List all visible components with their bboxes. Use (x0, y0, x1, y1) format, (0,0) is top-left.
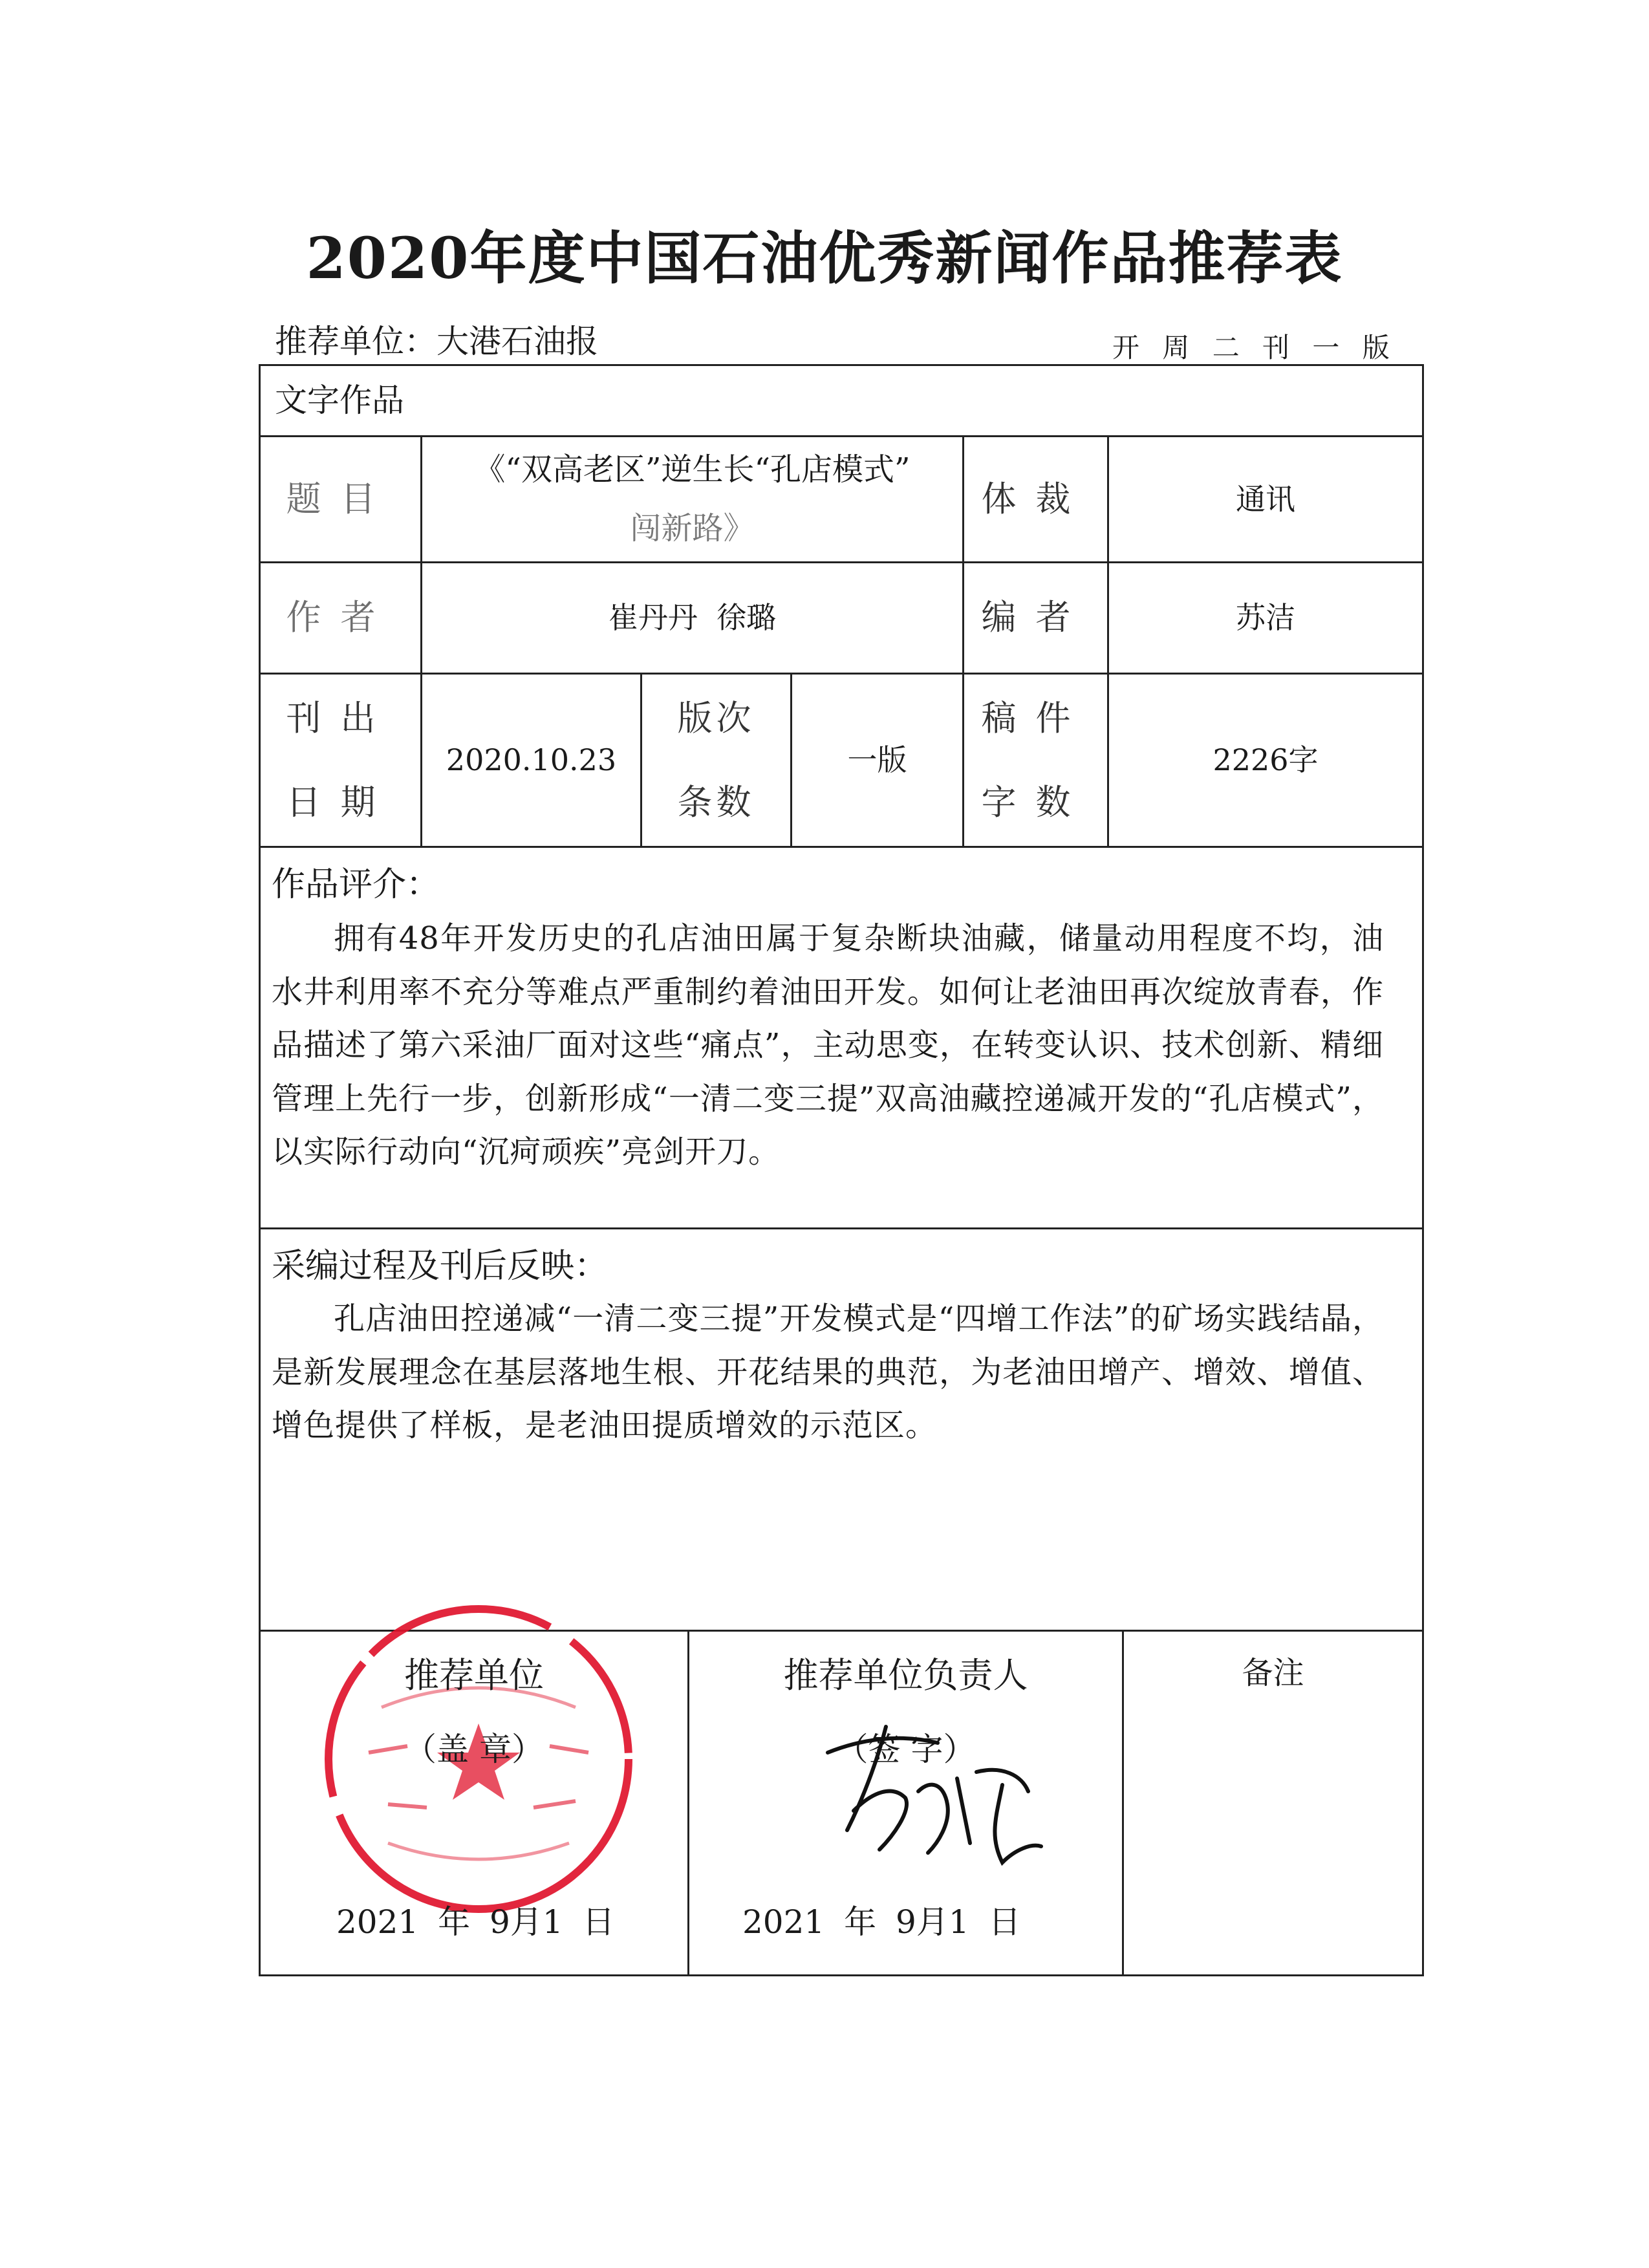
editor-label: 编者 (981, 597, 1090, 638)
head-date: 2021 年 9月1 日 (742, 1903, 1021, 1941)
author-value: 崔丹丹 徐璐 (608, 600, 777, 636)
pub-date-label: 刊出 日期 (286, 697, 395, 823)
title-value (422, 437, 962, 561)
title-label: 题目 (286, 478, 395, 519)
review-heading: 作品评介： (272, 865, 440, 904)
category-cell (275, 366, 534, 435)
recommending-unit: 推荐单位：大港石油报 (275, 323, 598, 360)
editor-value: 苏洁 (1236, 600, 1295, 636)
title-value-line1: 《“双高老区”逆生长“孔店模式” (474, 451, 911, 488)
seal-note: （盖 章） (404, 1731, 544, 1768)
table-border-bottom (259, 1974, 1424, 1976)
word-count-label: 稿件 字数 (981, 697, 1090, 823)
row-line (259, 1227, 1424, 1229)
handwritten-signature (808, 1714, 1067, 1882)
remarks-label: 备注 (1242, 1655, 1304, 1691)
edition-value: 一版 (847, 742, 907, 778)
genre-value: 通讯 (1236, 481, 1295, 517)
edition-label: 版次 条数 (677, 697, 755, 823)
genre-label: 体裁 (981, 478, 1090, 519)
unit-head-label: 推荐单位负责人 (783, 1655, 1028, 1696)
unit-date: 2021 年 9月1 日 (336, 1903, 615, 1941)
word-count-value: 2226字 (1212, 742, 1319, 778)
table-border-right (1422, 364, 1424, 1976)
pub-date-value: 2020.10.23 (446, 742, 617, 778)
row-line (259, 846, 1424, 848)
publication-info: 开 周 二 刊 一 版 (1112, 332, 1390, 363)
review-text: 拥有48年开发历史的孔店油田属于复杂断块油藏，储量动用程度不均，油水井利用率不充分等难点严重制约着油田开发。如何让老油田再次绽放青春，作品描述了第六采油厂面对这些“痛点”，主动思变，在转变认识、技术创新、精细管理上先行一步，创新形成“一清二变三提”双高油藏控递减开发的“孔店模式”，以实际行动向“沉疴顽疾”亮剑开刀。 (272, 920, 1384, 1171)
document-title: 2020年度中国石油优秀新闻作品推荐表 (306, 224, 1343, 292)
author-label: 作者 (286, 597, 395, 638)
recommending-unit-label: 推荐单位 (404, 1655, 544, 1696)
sign-note: （签 字） (835, 1731, 976, 1768)
category-text: 文字作品 (275, 381, 404, 419)
process-heading: 采编过程及刊后反映： (272, 1247, 609, 1286)
title-value-line2: 闯新路》 (630, 510, 755, 546)
process-text: 孔店油田控递减“一清二变三提”开发模式是“四增工作法”的矿场实践结晶，是新发展理念在基层落地生根、开花结果的典范，为老油田增产、增效、增值、增色提供了样板，是老油田提质增效的示范区。 (272, 1301, 1384, 1444)
